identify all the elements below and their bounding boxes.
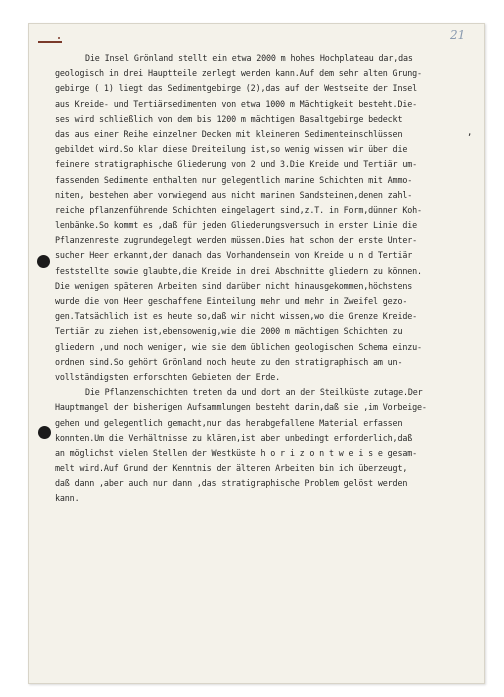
text-line: Pflanzenreste zugrundegelegt werden müssen.Dies hat schon der erste Unter- [55,235,418,246]
body-text [55,51,475,507]
text-line: an möglichst vielen Stellen der Westküste h o r i z o n t w e i s e gesam- [55,447,418,458]
text-line: niten, bestehen aber vorwiegend aus nicht marinen Sandsteinen,denen zahl- [55,189,413,200]
text-line: gebirge ( 1) liegt das Sedimentgebirge (2),das auf der Westseite der Insel [55,83,418,94]
text-line: konnten.Um die Verhältnisse zu klären,ist aber unbedingt erforderlich,daß [55,432,413,443]
text-line: geologisch in drei Hauptteile zerlegt werden kann.Auf dem sehr alten Grung- [55,68,422,79]
text-line: kann. [55,493,80,504]
text-line: Hauptmangel der bisherigen Aufsammlungen besteht darin,daß sie ,im Vorbeige- [55,402,427,413]
text-line: reiche pflanzenführende Schichten eingelagert sind,z.T. in Form,dünner Koh- [55,204,422,215]
text-line: Die wenigen späteren Arbeiten sind darüber nicht hinausgekommen,höchstens [55,280,413,291]
text-line: ordnen sind.So gehört Grönland noch heute zu den stratigraphisch am un- [55,356,403,367]
text-line: sucher Heer erkannt,der danach das Vorhandensein von Kreide u n d Tertiär [55,250,413,261]
text-line: feinere stratigraphische Gliederung von 2 und 3.Die Kreide und Tertiär um- [55,159,418,170]
text-line: gebildet wird.So klar diese Dreiteilung ist,so wenig wissen wir über die [55,144,408,155]
text-line: vollständigsten erforschten Gebieten der Erde. [55,371,281,382]
page-number: 21 [450,28,466,42]
text-line: fassenden Sedimente enthalten nur gelegentlich marine Schichten mit Ammo- [55,174,413,185]
text-line: gliedern ,und noch weniger, wie sie dem üblichen geologischen Schema einzu- [55,341,422,352]
text-line: Tertiär zu ziehen ist,ebensowenig,wie die 2000 m mächtigen Schichten zu [55,326,403,337]
text-line: Die Pflanzenschichten treten da und dort an der Steilküste zutage.Der [85,387,423,398]
margin-mark: , [467,128,473,138]
text-line: daß dann ,aber auch nur dann ,das stratigraphische Problem gelöst werden [55,478,408,489]
text-line: aus Kreide- und Tertiärsedimenten von etwa 1000 m Mächtigkeit besteht.Die- [55,98,418,109]
text-line: gehen und gelegentlich gemacht,nur das herabgefallene Material erfassen [55,417,403,428]
text-line: melt wird.Auf Grund der Kenntnis der älteren Arbeiten bin ich überzeugt, [55,463,408,474]
text-line: wurde die von Heer geschaffene Einteilung mehr und mehr in Zweifel gezo- [55,296,408,306]
punch-hole [38,426,51,439]
text-line: ses wird schließlich von dem bis 1200 m mächtigen Basaltgebirge bedeckt [55,113,403,124]
corner-dot [58,37,60,39]
text-line: lenbänke.So kommt es ,daß für jeden Gliederungsversuch in erster Linie die [55,220,418,231]
text-line: feststellte sowie glaubte,die Kreide in drei Abschnitte gliedern zu können. [55,265,422,276]
corner-mark [38,41,62,43]
punch-hole [37,255,50,268]
text-line: Die Insel Grönland stellt ein etwa 2000 m hohes Hochplateau dar,das [85,53,413,63]
text-line: gen.Tatsächlich ist es heute so,daß wir nicht wissen,wo die Grenze Kreide- [55,311,418,322]
text-line: das aus einer Reihe einzelner Decken mit kleineren Sedimenteinschlüssen [55,128,403,139]
